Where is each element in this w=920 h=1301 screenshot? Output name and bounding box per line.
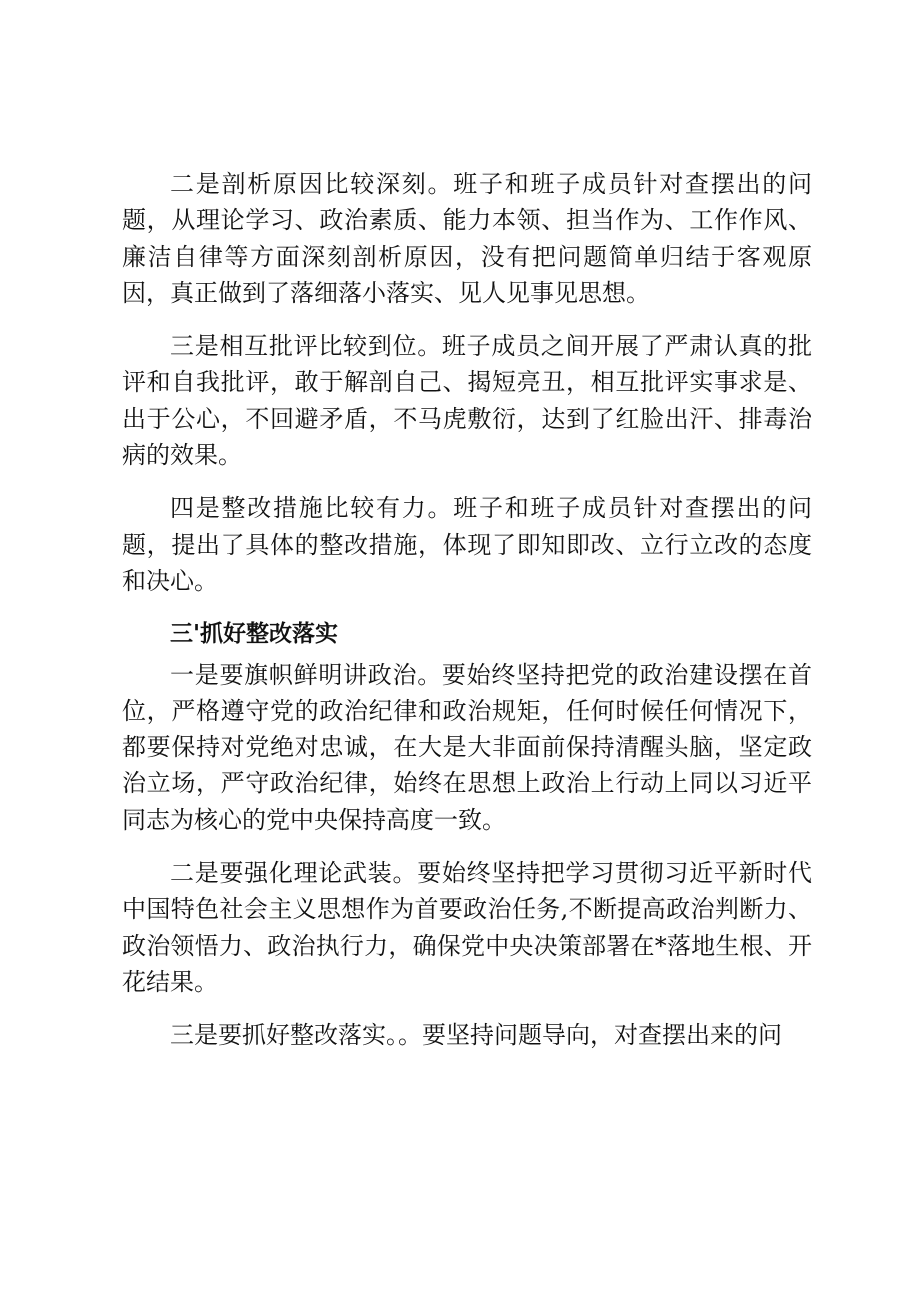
section-heading: 三'抓好整改落实 bbox=[170, 621, 339, 648]
paragraph-rectification-measures: 四是整改措施比较有力。班子和班子成员针对查摆出的问题，提出了具体的整改措施，体现了即知即改、立行立改的态度和决心。 bbox=[122, 494, 812, 595]
paragraph-spacer bbox=[122, 1000, 812, 1017]
paragraph-spacer bbox=[122, 473, 812, 490]
paragraph-spacer bbox=[122, 838, 812, 855]
document-page bbox=[122, 166, 812, 1054]
paragraph-politics: 一是要旗帜鲜明讲政治。要始终坚持把党的政治建设摆在首位，严格遵守党的政治纪律和政治规矩，任何时候任何情况下，都要保持对党绝对忠诚，在大是大非面前保持清醒头脑，坚定政治立场，严守政治纪律，始终在思想上政治上行动上同以习近平同志为核心的党中央保持高度一致。 bbox=[122, 660, 812, 834]
paragraph-analysis-reasons: 二是剖析原因比较深刻。班子和班子成员针对查摆出的问题，从理论学习、政治素质、能力本领、担当作为、工作作风、廉洁自律等方面深刻剖析原因，没有把问题简单归结于客观原因，真正做到了落细落小落实、见人见事见思想。 bbox=[122, 170, 812, 307]
paragraph-implementation: 三是要抓好整改落实。。要坚持问题导向，对查摆出来的问 bbox=[170, 1021, 782, 1050]
paragraph-spacer bbox=[122, 311, 812, 328]
paragraph-spacer bbox=[122, 599, 812, 616]
paragraph-mutual-criticism: 三是相互批评比较到位。班子成员之间开展了严肃认真的批评和自我批评，敢于解剖自己、揭短亮丑，相互批评实事求是、出于公心，不回避矛盾，不马虎敷衍，达到了红脸出汗、排毒治病的效果。 bbox=[122, 332, 812, 470]
paragraph-theory: 二是要强化理论武装。要始终坚持把学习贯彻习近平新时代中国特色社会主义思想作为首要政治任务,不断提高政治判断力、政治领悟力、政治执行力，确保党中央决策部署在*落地生根、开花结果。 bbox=[122, 859, 812, 996]
